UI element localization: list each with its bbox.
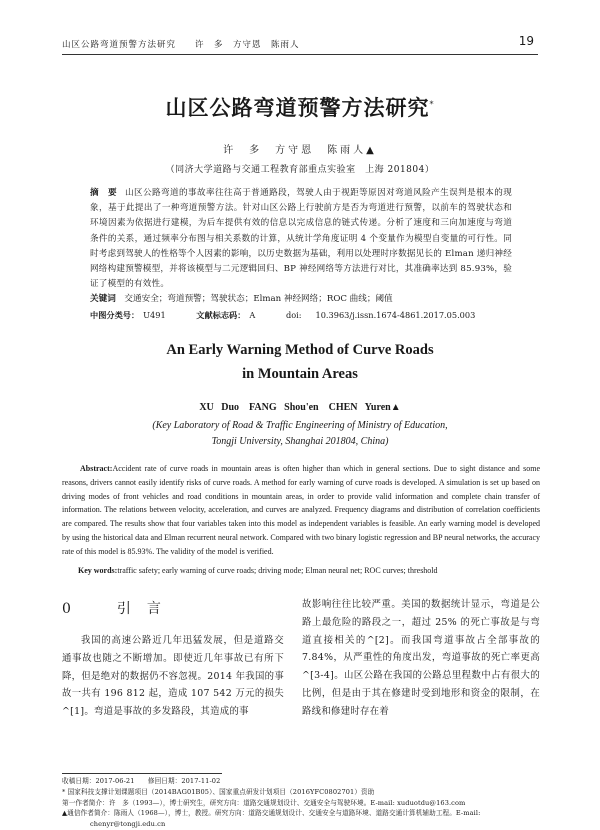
affiliation-en-line-2: Tongji University, Shanghai 201804, China)	[211, 436, 389, 447]
authors-cn: 许 多 方守恩 陈雨人▲	[223, 145, 377, 156]
clc-value: U491	[143, 310, 166, 320]
running-header	[62, 34, 538, 52]
footnote-received: 收稿日期：2017-06-21 修回日期：2017-11-02	[62, 777, 221, 785]
abstract-en	[62, 462, 540, 559]
section-title: 引言	[116, 601, 177, 617]
footnote-corresponding-author: ▲通信作者简介：陈雨人（1968—），博士，教授。研究方向：道路交通规划设计、交通安全与道路环境、道路交通计算机辅助工程。E-mail:	[62, 809, 481, 818]
column-left	[62, 598, 284, 721]
footnote-funding: * 国家科技支撑计划课题项目（2014BAG01B05）、国家重点研发计划项目（2016YFC0802701）资助	[62, 787, 375, 796]
keywords-en-label: Key words:	[78, 566, 118, 575]
abstract-cn-text: 山区公路弯道的事故率往往高于普通路段，驾驶人由于视距等原因对弯道风险产生误判是根本的现象，基于此提出了一种弯道预警方法。针对山区公路上行驶前方是否为弯道进行预警，以前车的驾驶状态和环境因素为依据进行建模，为后车提供有效的信息以完成信息的链式传递。分析了速度和三向加速度与弯道条件的关系，通过频率分布图与相关系数的计算，从统计学角度证明 4 个变量作为模型自变量的可行性。同时考虑到驾驶人的性格等个人因素的影响，以历史数据为基础，利用以处理时序数据见长的 Elman 递归神经网络构建预警模型，并将该模型与二元逻辑回归、BP 神经网络等方法进行对比，其准确率达到 85.93%，验证了模型的有效性。	[90, 188, 512, 290]
affiliation-en-line-1: (Key Laboratory of Road & Traffic Engineering of Ministry of Education,	[152, 420, 448, 431]
header-journal: 山区公路弯道预警方法研究 许 多 方守恩 陈雨人	[62, 40, 300, 50]
intro-paragraph-1-continued	[302, 596, 540, 721]
column-right	[302, 596, 540, 721]
abstract-en-text: Accident rate of curve roads in mountain areas is often higher than which in general sections. Due to sight distance and some reasons, drivers cannot easily identify risks of curve roads. A method for early warning of curve roads is developed. A simulation is set up based on driving modes of front vehicles and road conditions in mountain areas, in order to provide valid information and complete chain transfer of information. The relations between velocity, acceleration, and curves are analyzed. Frequency diagrams and distribution of correlation coefficients are compared. The results show that four variables taken into this model as independent variables is feasible. An early warning model is developed by using the historical data and Elman recurrent neural network. Compared with two binary logistic regression and BP neural networks, the accuracy rate of this model is 85.93%. The validity of the model is verified.	[62, 464, 540, 556]
footnote-rule	[62, 773, 222, 774]
footnote-email: chenyr@tongji.edu.cn	[90, 820, 166, 829]
doi-value: 10.3963/j.issn.1674-4861.2017.05.003	[315, 310, 476, 320]
abstract-cn-label: 摘 要	[90, 188, 118, 198]
keywords-cn	[90, 292, 512, 304]
affiliation-en	[0, 418, 600, 450]
intro-col2-rest: 而我国弯道事故占全部事故的 7.84%，从严重性的角度出发，弯道事故的死亡率更高^[3-4]。山区公路在我国的公路总里程数中占有很大的比例，但是由于其在修建时受到地形和资金的限制，在路线和修建时存在着	[302, 634, 541, 717]
doi-label: doi:	[285, 310, 302, 320]
title-en-line-1: An Early Warning Method of Curve Roads	[166, 342, 434, 358]
keywords-cn-label: 关键词	[90, 294, 116, 304]
classification-line	[90, 310, 512, 321]
page-number: 19	[518, 34, 534, 48]
title-cn	[0, 92, 600, 122]
keywords-cn-text: 交通安全；弯道预警；驾驶状态；Elman 神经网络；ROC 曲线；阈值	[124, 294, 393, 304]
abstract-en-label: Abstract:	[80, 464, 113, 473]
title-en	[0, 338, 600, 386]
keywords-en	[78, 566, 540, 575]
title-en-line-2: in Mountain Areas	[242, 366, 358, 382]
header-rule	[62, 54, 538, 55]
abstract-cn	[90, 186, 512, 292]
doc-value: A	[249, 310, 256, 320]
section-number: 0	[62, 601, 87, 617]
section-heading	[62, 598, 284, 618]
title-cn-text: 山区公路弯道预警方法研究	[165, 95, 430, 120]
intro-col2-lead: 故影响往往比较严重。美国的数据统计显示，弯道是公路上最危险的路段之一，超过 25% 的死亡事故是与弯道直接相关的^[2]。	[302, 599, 540, 646]
intro-paragraph-1: 我国的高速公路近几年迅猛发展，但是道路交通事故也随之不断增加。即使近几年事故已有所下降，但是绝对的数据仍不容忽视。2014 年我国的事故一共有 196 812 起，造成 107 542 万元的损失^[1]。弯道是事故的多发路段，其造成的事	[62, 635, 284, 718]
title-footnote-mark: *	[429, 100, 435, 109]
keywords-en-text: traffic safety; early warning of curve roads; driving mode; Elman neural net; ROC curves; threshold	[117, 566, 438, 575]
authors-en: XU Duo FANG Shou'en CHEN Yuren▲	[199, 402, 401, 413]
clc-label: 中图分类号：	[90, 310, 140, 320]
affiliation-cn: （同济大学道路与交通工程教育部重点实验室 上海 201804）	[165, 165, 435, 175]
doc-label: 文献标志码：	[196, 310, 246, 320]
footnote-first-author: 第一作者简介：许 多（1993—），博士研究生，研究方向：道路交通规划设计、交通安全与驾驶环境。E-mail: xuduotdu@163.com	[62, 798, 466, 807]
